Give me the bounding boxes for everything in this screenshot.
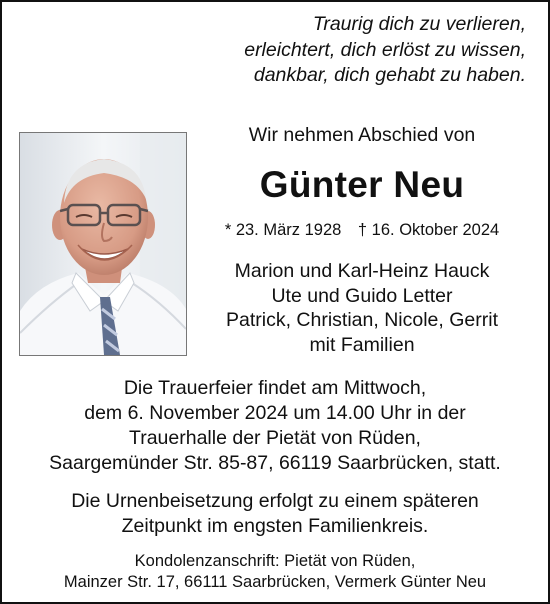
condolence-line: Kondolenzanschrift: Pietät von Rüden, bbox=[134, 552, 416, 570]
verse-line-3: dankbar, dich gehabt zu haben. bbox=[253, 64, 526, 86]
verse bbox=[244, 12, 526, 89]
verse-line-2: erleichtert, dich erlöst zu wissen, bbox=[244, 38, 526, 61]
urn-burial-info bbox=[2, 489, 548, 539]
family-line: Marion und Karl-Heinz Hauck bbox=[234, 260, 490, 282]
family-line: Ute und Guido Letter bbox=[271, 284, 453, 307]
mourning-family bbox=[202, 259, 522, 357]
ceremony-line: Trauerhalle der Pietät von Rüden, bbox=[129, 427, 421, 449]
ceremony-line: dem 6. November 2024 um 14.00 Uhr in der bbox=[84, 402, 466, 424]
birth-date: * 23. März 1928 bbox=[224, 221, 342, 239]
portrait-photo bbox=[19, 132, 187, 356]
deceased-name: Günter Neu bbox=[259, 164, 465, 205]
ceremony-line: Saargemünder Str. 85-87, 66119 Saarbrücken, statt. bbox=[49, 452, 501, 474]
verse-line-1: Traurig dich zu verlieren, bbox=[312, 13, 526, 35]
family-line: mit Familien bbox=[309, 333, 415, 356]
death-date: † 16. Oktober 2024 bbox=[357, 221, 500, 239]
family-line: Patrick, Christian, Nicole, Gerrit bbox=[226, 309, 498, 331]
urn-line: Zeitpunkt im engsten Familienkreis. bbox=[121, 515, 429, 537]
condolence-line: Mainzer Str. 17, 66111 Saarbrücken, Vermerk Günter Neu bbox=[63, 573, 487, 591]
life-dates bbox=[202, 221, 522, 240]
farewell-intro: Wir nehmen Abschied von bbox=[248, 124, 476, 146]
condolence-address bbox=[2, 551, 548, 593]
funeral-ceremony-info bbox=[2, 376, 548, 476]
ceremony-line: Die Trauerfeier findet am Mittwoch, bbox=[123, 377, 427, 399]
urn-line: Die Urnenbeisetzung erfolgt zu einem späteren bbox=[71, 490, 479, 512]
